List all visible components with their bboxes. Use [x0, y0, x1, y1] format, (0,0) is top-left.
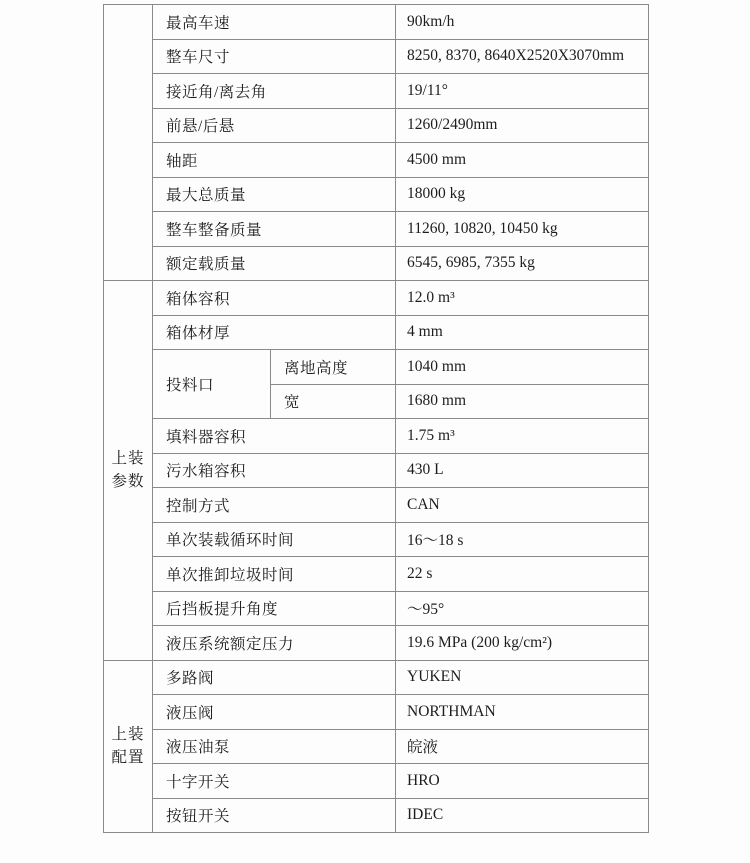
param-cell: 后挡板提升角度 — [153, 591, 396, 626]
param-cell: 液压阀 — [153, 695, 396, 730]
table-row — [104, 729, 649, 764]
table-row — [104, 695, 649, 730]
param-cell: 箱体材厚 — [153, 315, 396, 350]
param-cell: 整车整备质量 — [153, 212, 396, 247]
value-cell: 4500 mm — [396, 143, 649, 178]
value-cell: NORTHMAN — [396, 695, 649, 730]
table-row — [104, 764, 649, 799]
value-cell: 1680 mm — [396, 384, 649, 419]
table-row — [104, 798, 649, 833]
param-cell: 控制方式 — [153, 488, 396, 523]
table-row — [104, 522, 649, 557]
value-cell: 90km/h — [396, 5, 649, 40]
table-row — [104, 5, 649, 40]
param-cell: 填料器容积 — [153, 419, 396, 454]
param-cell: 按钮开关 — [153, 798, 396, 833]
value-cell: ～95° — [396, 591, 649, 626]
value-cell: 1.75 m³ — [396, 419, 649, 454]
value-cell: 430 L — [396, 453, 649, 488]
table-row — [104, 39, 649, 74]
param-group-cell-hopper: 投料口 — [153, 350, 271, 419]
value-cell: 19.6 MPa (200 kg/cm²) — [396, 626, 649, 661]
param-cell: 箱体容积 — [153, 281, 396, 316]
param-cell: 污水箱容积 — [153, 453, 396, 488]
value-cell: 皖液 — [396, 729, 649, 764]
value-cell: 16～18 s — [396, 522, 649, 557]
param-cell: 单次推卸垃圾时间 — [153, 557, 396, 592]
table-row — [104, 74, 649, 109]
param-cell: 单次装载循环时间 — [153, 522, 396, 557]
value-cell: HRO — [396, 764, 649, 799]
table-row — [104, 246, 649, 281]
category-cell-upper-params: 上装参数 — [104, 281, 153, 661]
table-row — [104, 350, 649, 385]
table-row — [104, 315, 649, 350]
category-cell-upper-config: 上装配置 — [104, 660, 153, 833]
param-cell: 接近角/离去角 — [153, 74, 396, 109]
value-cell: CAN — [396, 488, 649, 523]
param-cell: 十字开关 — [153, 764, 396, 799]
table-row — [104, 177, 649, 212]
param-cell: 液压油泵 — [153, 729, 396, 764]
param-cell: 最大总质量 — [153, 177, 396, 212]
table-row — [104, 591, 649, 626]
value-cell: 1260/2490mm — [396, 108, 649, 143]
value-cell: YUKEN — [396, 660, 649, 695]
param-cell: 额定载质量 — [153, 246, 396, 281]
param-cell: 多路阀 — [153, 660, 396, 695]
value-cell: 12.0 m³ — [396, 281, 649, 316]
param-cell: 轴距 — [153, 143, 396, 178]
subparam-cell: 宽 — [271, 384, 396, 419]
category-cell — [104, 5, 153, 281]
table-row — [104, 108, 649, 143]
value-cell: 4 mm — [396, 315, 649, 350]
table-row — [104, 626, 649, 661]
table-row — [104, 660, 649, 695]
value-cell: 22 s — [396, 557, 649, 592]
value-cell: 1040 mm — [396, 350, 649, 385]
table-row — [104, 419, 649, 454]
param-cell: 最高车速 — [153, 5, 396, 40]
value-cell: 19/11° — [396, 74, 649, 109]
value-cell: 11260, 10820, 10450 kg — [396, 212, 649, 247]
value-cell: 8250, 8370, 8640X2520X3070mm — [396, 39, 649, 74]
value-cell: IDEC — [396, 798, 649, 833]
table-row — [104, 453, 649, 488]
param-cell: 整车尺寸 — [153, 39, 396, 74]
vehicle-spec-table — [103, 4, 649, 833]
subparam-cell: 离地高度 — [271, 350, 396, 385]
table-row — [104, 488, 649, 523]
value-cell: 18000 kg — [396, 177, 649, 212]
table-row — [104, 281, 649, 316]
param-cell: 液压系统额定压力 — [153, 626, 396, 661]
table-row — [104, 557, 649, 592]
table-row — [104, 212, 649, 247]
param-cell: 前悬/后悬 — [153, 108, 396, 143]
table-row — [104, 143, 649, 178]
value-cell: 6545, 6985, 7355 kg — [396, 246, 649, 281]
